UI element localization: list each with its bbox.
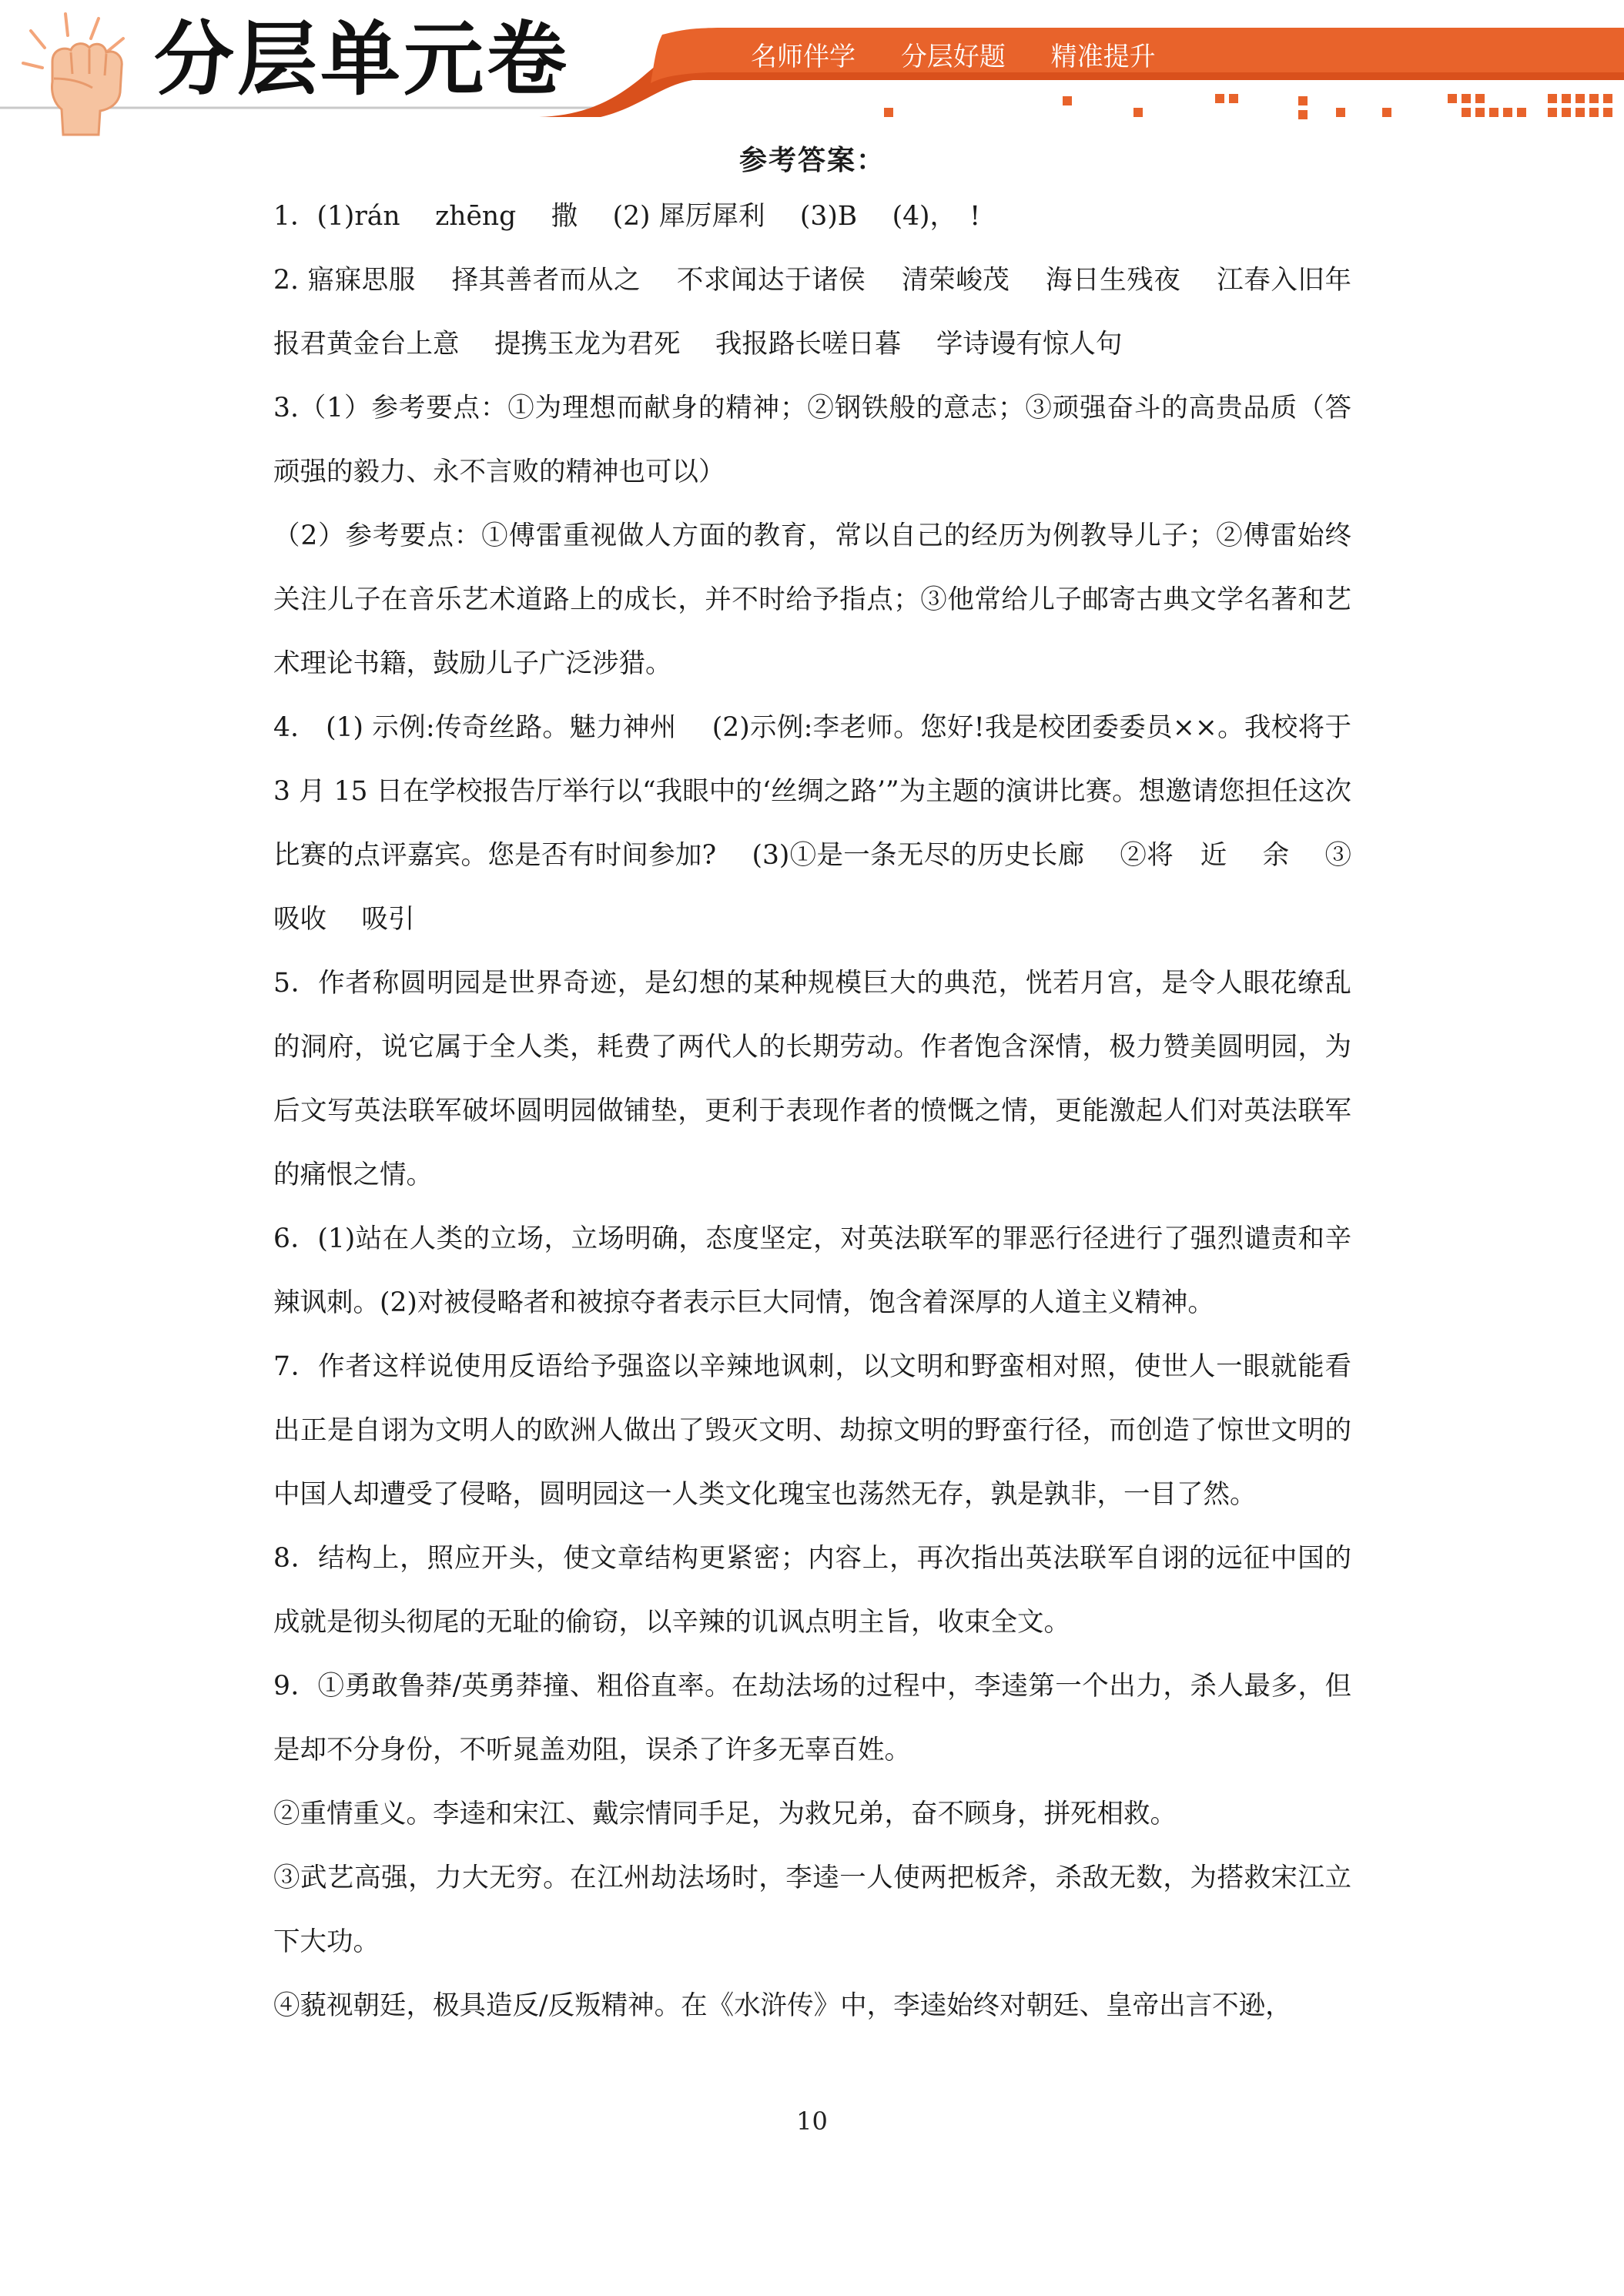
answer-item-7: 7．作者这样说使用反语给予强盗以辛辣地讽刺，以文明和野蛮相对照，使世人一眼就能看出正是自诩为文明人的欧洲人做出了毁灭文明、劫掠文明的野蛮行径，而创造了惊世文明的中国人却遭受了侵略，圆明园这一人类文化瑰宝也荡然无存，孰是孰非，一目了然。: [273, 1351, 1351, 1510]
slogan-3: 精准提升: [1050, 42, 1156, 72]
raised-fist-icon: [8, 8, 146, 139]
answer-title: 参考答案：: [738, 144, 886, 176]
answer-item-8: 8．结构上，照应开头，使文章结构更紧密；内容上，再次指出英法联军自诩的远征中国的成就是彻头彻尾的无耻的偷窃，以辛辣的讥讽点明主旨，收束全文。: [273, 1543, 1351, 1638]
answer-item-5: 5．作者称圆明园是世界奇迹，是幻想的某种规模巨大的典范，恍若月宫，是令人眼花缭乱的洞府，说它属于全人类，耗费了两代人的长期劳动。作者饱含深情，极力赞美圆明园，为后文写英法联军破坏圆明园做铺垫，更利于表现作者的愤慨之情，更能激起人们对英法联军的痛恨之情。: [273, 968, 1351, 1190]
slogan-1: 名师伴学: [751, 42, 856, 72]
answer-item-9-4: ④藐视朝廷，极具造反/反叛精神。在《水浒传》中，李逵始终对朝廷、皇帝出言不逊，: [273, 1990, 1292, 2021]
answer-item-9-3: ③武艺高强，力大无穷。在江州劫法场时，李逵一人使两把板斧，杀敌无数，为搭救宋江立下大功。: [273, 1863, 1351, 1957]
answer-item-9-1: 9．①勇敢鲁莽/英勇莽撞、粗俗直率。在劫法场的过程中，李逵第一个出力，杀人最多，但是却不分身份，不听晁盖劝阻，误杀了许多无辜百姓。: [273, 1671, 1351, 1766]
page-header: [0, 0, 1624, 131]
answer-item-3-1: 3.（1）参考要点：①为理想而献身的精神；②钢铁般的意志；③顽强奋斗的高贵品质（答顽强的毅力、永不言败的精神也可以）: [273, 393, 1351, 487]
answer-item-4: 4. (1) 示例:传奇丝路。魅力神州 (2)示例:李老师。您好!我是校团委委员××。我校将于 3 月 15 日在学校报告厅举行以“我眼中的‘丝绸之路’”为主题的演讲比赛。想邀请您担任这次比赛的点评嘉宾。您是否有时间参加? (3)①是一条无尽的历史长廊 ②将 近 余 ③吸收 吸引: [273, 712, 1351, 935]
header-slogan: [751, 35, 1193, 73]
brand-title: 分层单元卷: [154, 12, 571, 106]
answer-section: [273, 136, 1387, 2038]
answer-item-6: 6．(1)站在人类的立场，立场明确，态度坚定，对英法联军的罪恶行径进行了强烈谴责和辛辣讽刺。(2)对被侵略者和被掠夺者表示巨大同情，饱含着深厚的人道主义精神。: [273, 1223, 1351, 1318]
answer-item-9-2: ②重情重义。李逵和宋江、戴宗情同手足，为救兄弟，奋不顾身，拼死相救。: [273, 1799, 1177, 1829]
answer-item-2: 2. 寤寐思服 择其善者而从之 不求闻达于诸侯 清荣峻茂 海日生残夜 江春入旧年 报君黄金台上意 提携玉龙为君死 我报路长嗟日暮 学诗谩有惊人句: [273, 265, 1387, 360]
slogan-2: 分层好题: [900, 42, 1006, 72]
answer-item-1: 1．(1)rán zhēng 撒 (2) 犀厉犀利 (3)B (4)， !: [273, 201, 981, 232]
answer-item-3-2: （2）参考要点：①傅雷重视做人方面的教育，常以自己的经历为例教导儿子；②傅雷始终关注儿子在音乐艺术道路上的成长，并不时给予指点；③他常给儿子邮寄古典文学名著和艺术理论书籍，鼓励儿子广泛涉猎。: [273, 520, 1351, 679]
page-number: 10: [796, 2107, 828, 2136]
